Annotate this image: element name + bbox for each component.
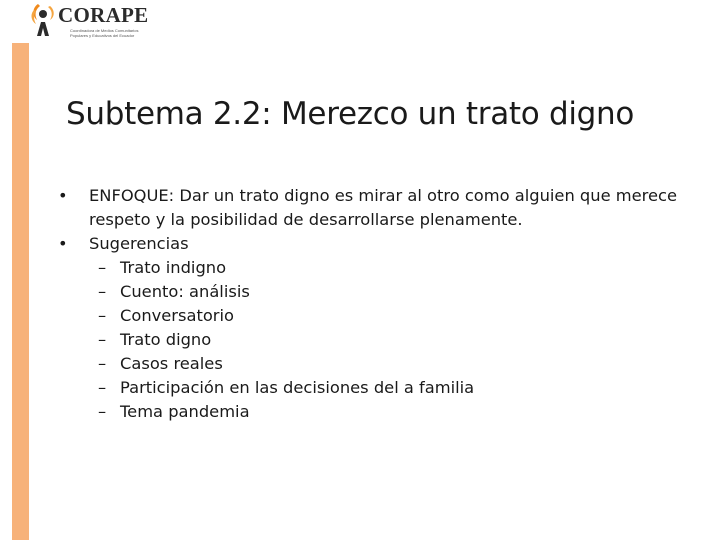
- dash-icon: –: [98, 282, 107, 301]
- logo-mark-icon: [28, 2, 60, 38]
- bullet-dot-icon: •: [58, 186, 68, 205]
- list-item: [56, 352, 696, 376]
- logo-subtitle-line1: Coordinadora de Medios Comunitarios: [70, 28, 139, 33]
- list-item: [56, 256, 696, 280]
- list-item-text: Conversatorio: [120, 306, 234, 325]
- list-item: [56, 280, 696, 304]
- accent-bar: [12, 43, 29, 540]
- bullet-sugerencias: [56, 232, 696, 256]
- list-item-text: Trato indigno: [120, 258, 227, 277]
- corape-logo: [28, 2, 168, 42]
- dash-icon: –: [98, 378, 107, 397]
- bullet-dot-icon: •: [58, 234, 68, 253]
- dash-icon: –: [98, 258, 107, 277]
- slide-title: Subtema 2.2: Merezco un trato digno: [66, 96, 635, 132]
- dash-icon: –: [98, 330, 107, 349]
- list-item: [56, 328, 696, 352]
- bullet-enfoque: [56, 184, 696, 232]
- suggestions-list: [56, 256, 696, 424]
- list-item-text: Casos reales: [120, 354, 223, 373]
- bullet-text: Sugerencias: [89, 234, 189, 253]
- logo-subtitle-line2: Populares y Educativos del Ecuador: [70, 33, 135, 38]
- dash-icon: –: [98, 306, 107, 325]
- slide-body: [56, 184, 696, 424]
- list-item-text: Trato digno: [120, 330, 212, 349]
- dash-icon: –: [98, 354, 107, 373]
- bullet-text: ENFOQUE: Dar un trato digno es mirar al otro como alguien que merece respeto y la posibilidad de desarrollarse plenamente.: [89, 186, 677, 229]
- list-item: [56, 400, 696, 424]
- list-item-text: Cuento: análisis: [120, 282, 250, 301]
- list-item: [56, 376, 696, 400]
- logo-name: CORAPE: [58, 3, 149, 27]
- list-item-text: Participación en las decisiones del a familia: [120, 378, 475, 397]
- dash-icon: –: [98, 402, 107, 421]
- list-item: [56, 304, 696, 328]
- list-item-text: Tema pandemia: [120, 402, 250, 421]
